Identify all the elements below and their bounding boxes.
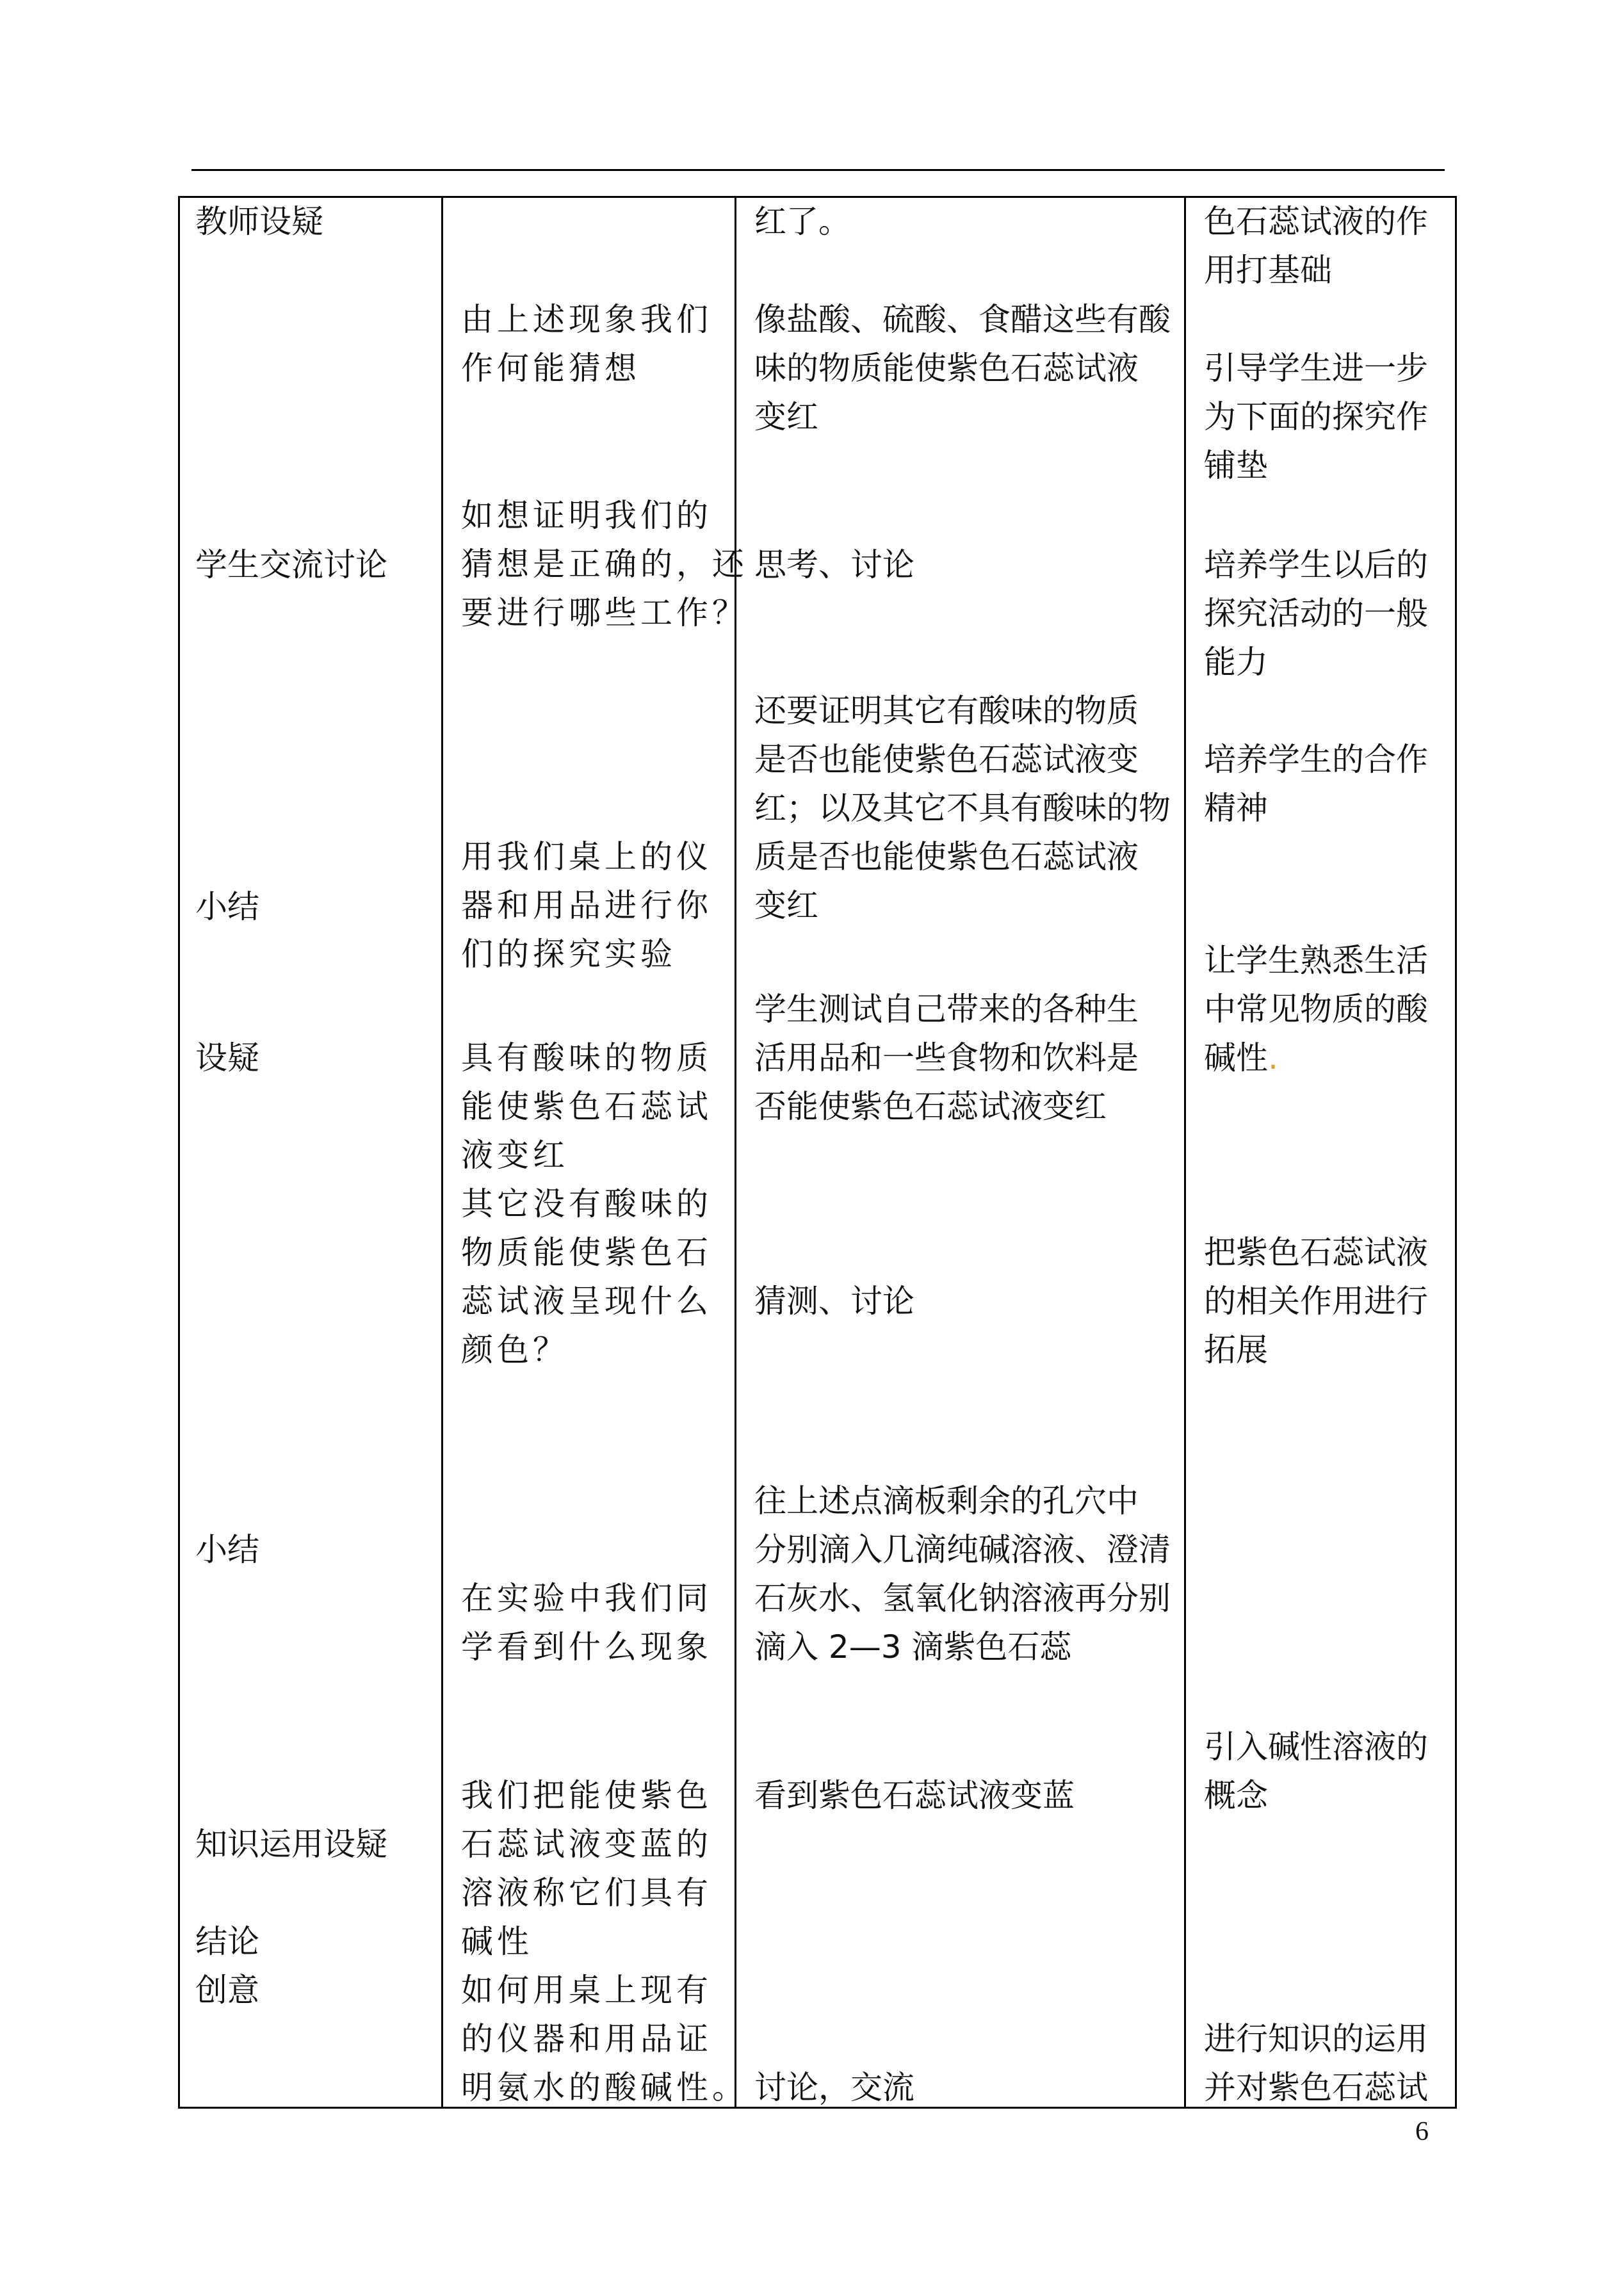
stage-knowledge-question: 知识运用设疑: [195, 1826, 387, 1863]
design-intent-line: 铺垫: [1204, 447, 1268, 484]
column-divider: [1184, 196, 1186, 2109]
header-rule: [191, 169, 1445, 171]
student-activity-line: 味的物质能使紫色石蕊试液: [754, 350, 1139, 387]
student-activity-line: 活用品和一些食物和饮料是: [754, 1039, 1139, 1076]
design-intent-text: 碱性: [1204, 1039, 1268, 1076]
teacher-activity-line: 颜色？: [461, 1331, 569, 1368]
student-activity-line: 滴入 2—3 滴紫色石蕊: [754, 1628, 1072, 1666]
design-intent-line: 把紫色石蕊试液: [1204, 1234, 1428, 1271]
stage-conclusion: 结论: [195, 1923, 259, 1960]
teacher-activity-line: 如何用桌上现有: [461, 1972, 712, 2009]
student-activity-line: 还要证明其它有酸味的物质: [754, 692, 1139, 729]
yellow-dot: .: [1268, 1039, 1278, 1076]
teacher-activity-line: 要进行哪些工作？: [461, 594, 748, 631]
student-activity-line: 质是否也能使紫色石蕊试液: [754, 838, 1139, 875]
design-intent-line: [1204, 1034, 1278, 1082]
teacher-activity-line: 的仪器和用品证: [461, 2020, 712, 2057]
teacher-activity-line: 猜想是正确的，还: [461, 546, 748, 583]
design-intent-line: 用打基础: [1204, 252, 1332, 289]
design-intent-line: 为下面的探究作: [1204, 398, 1428, 435]
teacher-activity-line: 其它没有酸味的: [461, 1185, 712, 1222]
design-intent-line: 能力: [1204, 644, 1268, 681]
design-intent-line: 引入碱性溶液的: [1204, 1728, 1428, 1765]
column-divider: [735, 196, 736, 2109]
design-intent-line: 的相关作用进行: [1204, 1283, 1428, 1320]
teacher-activity-line: 我们把能使紫色: [461, 1777, 712, 1814]
student-activity-line: 思考、讨论: [754, 546, 914, 583]
stage-summary: 小结: [195, 888, 259, 925]
student-activity-line: 学生测试自己带来的各种生: [754, 991, 1139, 1028]
student-activity-line: 看到紫色石蕊试液变蓝: [754, 1777, 1075, 1814]
student-activity-line: 像盐酸、硫酸、食醋这些有酸: [754, 301, 1171, 338]
design-intent-line: 引导学生进一步: [1204, 350, 1428, 387]
page-number: 6: [1415, 2117, 1429, 2146]
student-activity-line: 石灰水、氢氧化钠溶液再分别: [754, 1580, 1171, 1617]
column-divider: [441, 196, 443, 2109]
teacher-activity-line: 如想证明我们的: [461, 497, 712, 534]
student-activity-line: 变红: [754, 398, 818, 435]
teacher-activity-line: 碱性: [461, 1923, 533, 1960]
teacher-activity-line: 能使紫色石蕊试: [461, 1088, 712, 1125]
stage-student-discussion: 学生交流讨论: [195, 546, 387, 583]
teacher-activity-line: 蕊试液呈现什么: [461, 1283, 712, 1320]
teacher-activity-line: 在实验中我们同: [461, 1580, 712, 1617]
design-intent-line: 让学生熟悉生活: [1204, 942, 1428, 979]
student-activity-line: 红了。: [754, 203, 850, 240]
teacher-activity-line: 液变红: [461, 1137, 569, 1174]
student-activity-line: 分别滴入几滴纯碱溶液、澄清: [754, 1531, 1171, 1568]
design-intent-line: 培养学生以后的: [1204, 546, 1428, 583]
design-intent-line: 探究活动的一般: [1204, 595, 1428, 632]
student-activity-line: 猜测、讨论: [754, 1283, 914, 1320]
student-activity-line: 往上述点滴板剩余的孔穴中: [754, 1482, 1139, 1520]
stage-summary: 小结: [195, 1531, 259, 1568]
teacher-activity-line: 学看到什么现象: [461, 1628, 712, 1666]
teacher-activity-line: 作何能猜想: [461, 350, 640, 387]
student-activity-line: 否能使紫色石蕊试液变红: [754, 1088, 1107, 1125]
design-intent-line: 拓展: [1204, 1331, 1268, 1368]
design-intent-line: 色石蕊试液的作: [1204, 203, 1428, 240]
design-intent-line: 中常见物质的酸: [1204, 991, 1428, 1028]
teacher-activity-line: 器和用品进行你: [461, 887, 712, 924]
teacher-activity-line: 由上述现象我们: [461, 301, 712, 338]
design-intent-line: 精神: [1204, 790, 1268, 827]
design-intent-line: 培养学生的合作: [1204, 741, 1428, 778]
student-activity-line: 是否也能使紫色石蕊试液变: [754, 741, 1139, 778]
teacher-activity-line: 石蕊试液变蓝的: [461, 1826, 712, 1863]
stage-question: 设疑: [195, 1039, 259, 1076]
design-intent-line: 概念: [1204, 1777, 1268, 1814]
teacher-activity-line: 用我们桌上的仪: [461, 838, 712, 875]
design-intent-line: 并对紫色石蕊试: [1204, 2069, 1428, 2106]
teacher-activity-line: 明氨水的酸碱性。: [461, 2069, 748, 2106]
teacher-activity-line: 物质能使紫色石: [461, 1234, 712, 1271]
teacher-activity-line: 溶液称它们具有: [461, 1874, 712, 1911]
teacher-activity-line: 们的探究实验: [461, 936, 676, 973]
student-activity-line: 讨论，交流: [754, 2069, 914, 2106]
stage-creative: 创意: [195, 1972, 259, 2009]
student-activity-line: 变红: [754, 887, 818, 924]
teacher-activity-line: 具有酸味的物质: [461, 1039, 712, 1076]
student-activity-line: 红；以及其它不具有酸味的物: [754, 790, 1171, 827]
design-intent-line: 进行知识的运用: [1204, 2020, 1428, 2057]
stage-teacher-question: 教师设疑: [195, 203, 323, 240]
